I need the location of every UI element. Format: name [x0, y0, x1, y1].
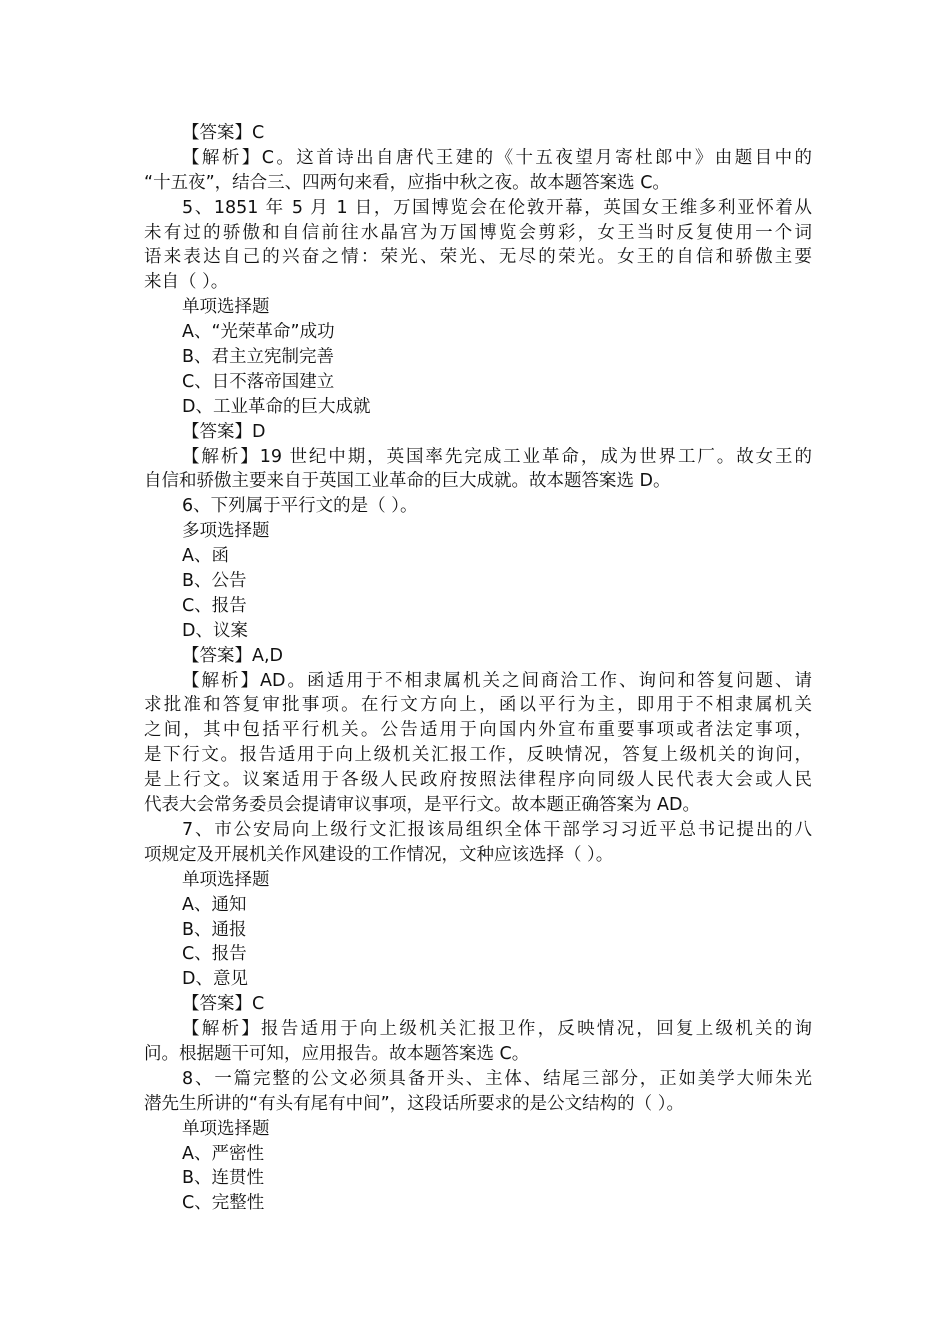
- text-line: 多项选择题: [182, 521, 270, 542]
- text-line: C、报告: [182, 944, 247, 965]
- text-line: D、议案: [182, 620, 248, 641]
- text-line: 【答案】D: [182, 421, 266, 442]
- text-line: C、完整性: [182, 1193, 265, 1214]
- text-line: 来自（ ）。: [144, 272, 229, 293]
- text-line: B、通报: [182, 919, 247, 940]
- text-line: 8、一篇完整的公文必须具备开头、主体、结尾三部分，正如美学大师朱光: [182, 1068, 812, 1089]
- text-line: 代表大会常务委员会提请审议事项，是平行文。故本题正确答案为 AD。: [144, 795, 701, 816]
- text-line: 问。根据题干可知，应用报告。故本题答案选 C。: [144, 1043, 530, 1064]
- text-line: A、函: [182, 546, 229, 567]
- text-line: B、君主立宪制完善: [182, 347, 335, 368]
- text-line: 【解析】C。这首诗出自唐代王建的《十五夜望月寄杜郎中》由题目中的: [182, 147, 812, 168]
- text-line: 是下行文。报告适用于向上级机关汇报工作，反映情况，答复上级机关的询问，: [144, 745, 812, 766]
- text-line: 单项选择题: [182, 1118, 270, 1139]
- text-line: A、严密性: [182, 1143, 264, 1164]
- text-line: C、日不落帝国建立: [182, 371, 335, 392]
- text-line: 7、市公安局向上级行文汇报该局组织全体干部学习习近平总书记提出的八: [182, 819, 812, 840]
- text-line: 【解析】19 世纪中期，英国率先完成工业革命，成为世界工厂。故女王的: [182, 446, 812, 467]
- text-line: C、报告: [182, 595, 247, 616]
- text-line: 【答案】C: [182, 994, 265, 1015]
- text-line: B、连贯性: [182, 1168, 265, 1189]
- text-line: 【答案】C: [182, 123, 265, 143]
- text-line: D、意见: [182, 969, 248, 990]
- text-line: 未有过的骄傲和自信前往水晶宫为万国博览会剪彩，女王当时反复使用一个词: [144, 222, 812, 243]
- text-line: 潜先生所讲的“有头有尾有中间”，这段话所要求的是公文结构的（ ）。: [144, 1093, 684, 1114]
- text-line: A、通知: [182, 894, 247, 915]
- text-line: 【解析】AD。函适用于不相隶属机关之间商洽工作、询问和答复问题、请: [182, 670, 812, 691]
- text-line: 求批准和答复审批事项。在行文方向上，函以平行为主，即用于不相隶属机关: [144, 695, 812, 716]
- text-line: 项规定及开展机关作风建设的工作情况，文种应该选择（ ）。: [144, 844, 614, 865]
- text-line: 之间，其中包括平行机关。公告适用于向国内外宣布重要事项或者法定事项，: [144, 720, 812, 741]
- text-line: 【答案】A,D: [182, 645, 284, 666]
- text-line: A、“光荣革命”成功: [182, 322, 335, 343]
- text-line: 单项选择题: [182, 297, 270, 318]
- text-line: 【解析】报告适用于向上级机关汇报卫作，反映情况，回复上级机关的询: [182, 1019, 812, 1040]
- document-page: [144, 121, 812, 1216]
- text-line: 自信和骄傲主要来自于英国工业革命的巨大成就。故本题答案选 D。: [144, 471, 671, 492]
- text-line: 是上行文。议案适用于各级人民政府按照法律程序向同级人民代表大会或人民: [144, 770, 812, 791]
- text-line: 6、下列属于平行文的是（ ）。: [182, 496, 418, 517]
- text-line: 单项选择题: [182, 869, 270, 890]
- text-line: B、公告: [182, 571, 247, 592]
- text-line: D、工业革命的巨大成就: [182, 396, 371, 417]
- text-line: 语来表达自己的兴奋之情：荣光、荣光、无尽的荣光。女王的自信和骄傲主要: [144, 247, 812, 268]
- text-line: 5、1851 年 5 月 1 日，万国博览会在伦敦开幕，英国女王维多利亚怀着从: [182, 197, 812, 218]
- text-line: “十五夜”，结合三、四两句来看，应指中秋之夜。故本题答案选 C。: [144, 172, 670, 193]
